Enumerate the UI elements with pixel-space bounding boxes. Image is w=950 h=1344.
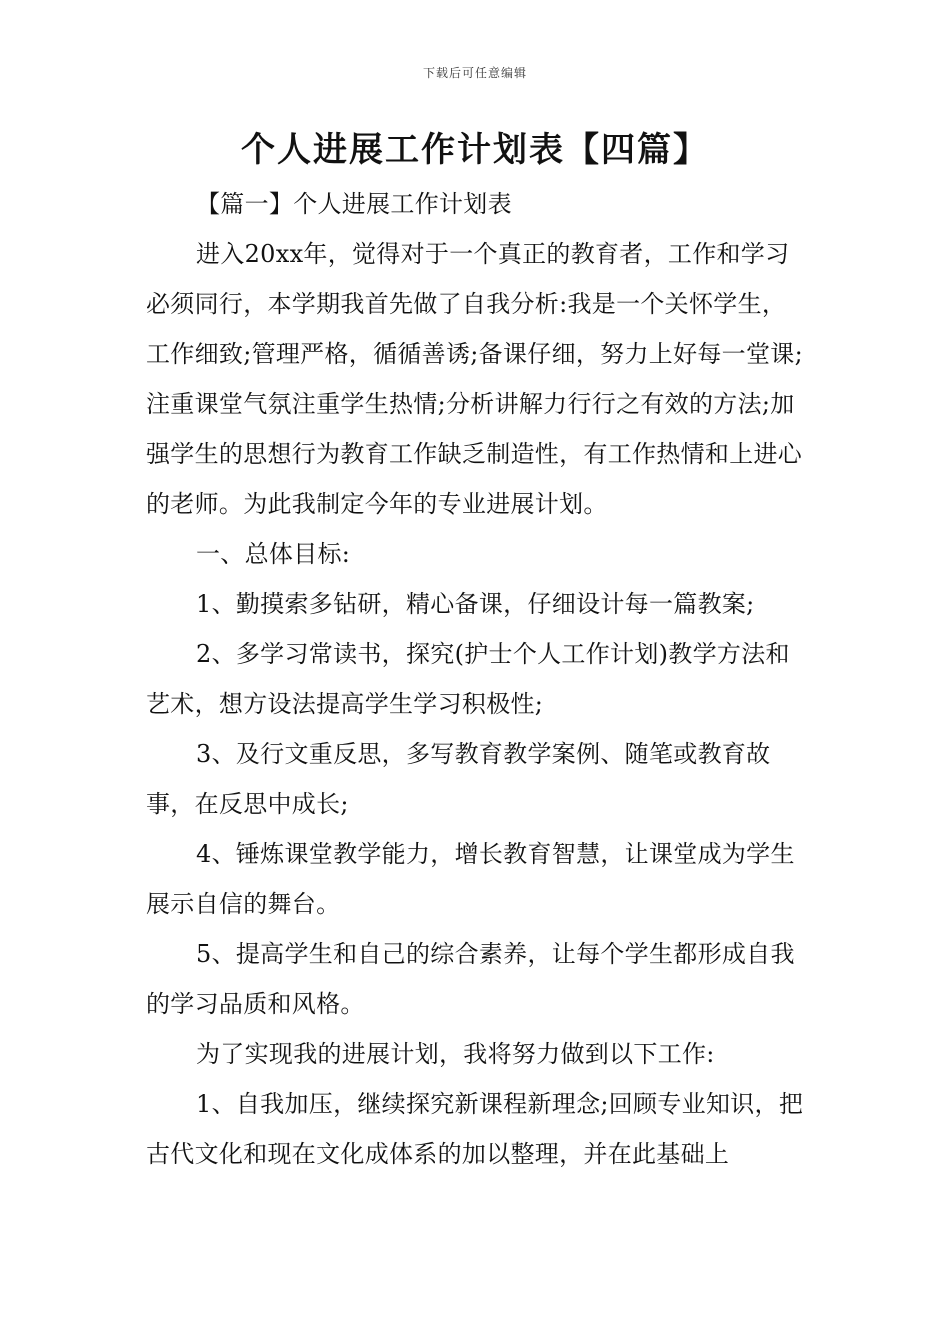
section-heading: 【篇一】个人进展工作计划表: [196, 190, 512, 218]
header-note: 下载后可任意编辑: [422, 66, 527, 80]
intro-paragraph: 进入20xx年，觉得对于一个真正的教育者，工作和学习必须同行，本学期我首先做了自我分析:我是一个关怀学生，工作细致;管理严格，循循善诱;备课仔细，努力上好每一堂课;注重课堂气氛注重学生热情;分析讲解力行行之有效的方法;加强学生的思想行为教育工作缺乏制造性，有工作热情和上进心的老师。为此我制定今年的专业进展计划。: [146, 240, 803, 518]
work-intro-paragraph: 为了实现我的进展计划，我将努力做到以下工作:: [196, 1040, 715, 1068]
goal-item-3: 3、及行文重反思，多写教育教学案例、随笔或教育故事，在反思中成长;: [146, 740, 771, 818]
goals-heading: 一、总体目标:: [196, 540, 351, 568]
document-body: [146, 179, 810, 1179]
work-item-1: 1、自我加压，继续探究新课程新理念;回顾专业知识，把古代文化和现在文化成体系的加以整理，并在此基础上: [146, 1090, 804, 1168]
document-title: 个人进展工作计划表【四篇】: [241, 130, 709, 170]
goal-item-2: 2、多学习常读书，探究(护士个人工作计划)教学方法和艺术，想方设法提高学生学习积极性;: [146, 640, 790, 718]
goal-item-4: 4、锤炼课堂教学能力，增长教育智慧，让课堂成为学生展示自信的舞台。: [146, 840, 795, 918]
goal-item-1: 1、勤摸索多钻研，精心备课，仔细设计每一篇教案;: [196, 590, 755, 618]
goal-item-5: 5、提高学生和自己的综合素养，让每个学生都形成自我的学习品质和风格。: [146, 940, 795, 1018]
